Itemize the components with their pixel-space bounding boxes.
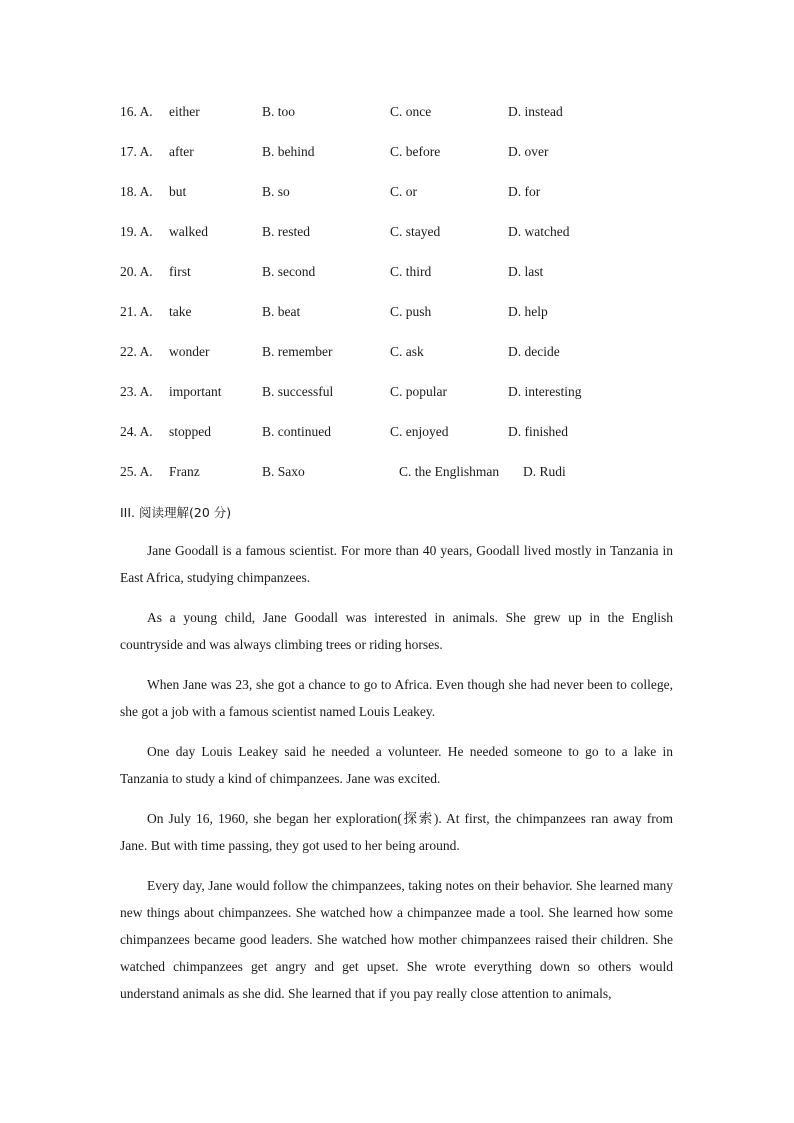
option-b: B. Saxo (262, 464, 305, 479)
question-row (120, 182, 680, 202)
option-a: take (169, 304, 192, 319)
option-c: C. enjoyed (390, 424, 449, 439)
question-number: 23. A. (120, 384, 153, 399)
question-row (120, 462, 680, 482)
question-number: 19. A. (120, 224, 153, 239)
question-number: 20. A. (120, 264, 153, 279)
option-a: important (169, 384, 222, 399)
option-c: C. once (390, 104, 432, 119)
option-d: D. Rudi (523, 464, 566, 479)
option-a: stopped (169, 424, 211, 439)
option-c: C. ask (390, 344, 424, 359)
question-number: 24. A. (120, 424, 153, 439)
option-c: C. third (390, 264, 432, 279)
option-b: B. second (262, 264, 316, 279)
reading-passage (120, 538, 673, 1021)
option-a: Franz (169, 464, 200, 479)
option-c: C. stayed (390, 224, 441, 239)
question-row (120, 142, 680, 162)
option-d: D. interesting (508, 384, 582, 399)
question-row (120, 302, 680, 322)
option-b: B. continued (262, 424, 331, 439)
option-d: D. decide (508, 344, 560, 359)
option-d: D. last (508, 264, 544, 279)
question-row (120, 102, 680, 122)
option-b: B. successful (262, 384, 334, 399)
question-row (120, 342, 680, 362)
question-number: 22. A. (120, 344, 153, 359)
question-number: 18. A. (120, 184, 153, 199)
passage-paragraph: On July 16, 1960, she began her exploration(探索). At first, the chimpanzees ran away from Jane. But with time passing, they got used to her being around. (120, 811, 673, 854)
option-b: B. rested (262, 224, 310, 239)
option-b: B. behind (262, 144, 315, 159)
passage-paragraph: Every day, Jane would follow the chimpanzees, taking notes on their behavior. She learned many new things about chimpanzees. She watched how a chimpanzee made a tool. She learned how some chimpanzees became good leaders. She watched how mother chimpanzees raised their children. She watched chimpanzees get angry and get upset. She wrote everything down so others would understand animals as she did. She learned that if you pay really close attention to animals, (120, 878, 673, 1001)
option-c: C. or (390, 184, 417, 199)
question-number: 16. A. (120, 104, 153, 119)
passage-paragraph: As a young child, Jane Goodall was interested in animals. She grew up in the English countryside and was always climbing trees or riding horses. (120, 610, 673, 652)
passage-paragraph: One day Louis Leakey said he needed a volunteer. He needed someone to go to a lake in Tanzania to study a kind of chimpanzees. Jane was excited. (120, 744, 673, 787)
option-c: C. the Englishman (399, 464, 500, 479)
option-b: B. beat (262, 304, 301, 319)
option-a: either (169, 104, 200, 119)
section-heading: III. 阅读理解(20 分) (120, 505, 232, 520)
passage-paragraph: When Jane was 23, she got a chance to go to Africa. Even though she had never been to college, she got a job with a famous scientist named Louis Leakey. (120, 677, 673, 719)
option-c: C. push (390, 304, 432, 319)
option-a: but (169, 184, 187, 199)
option-b: B. remember (262, 344, 333, 359)
question-number: 25. A. (120, 464, 153, 479)
option-d: D. help (508, 304, 548, 319)
question-row (120, 262, 680, 282)
question-number: 17. A. (120, 144, 153, 159)
question-row (120, 222, 680, 242)
option-d: D. watched (508, 224, 570, 239)
option-d: D. for (508, 184, 541, 199)
passage-paragraph: Jane Goodall is a famous scientist. For more than 40 years, Goodall lived mostly in Tanzania in East Africa, studying chimpanzees. (120, 543, 673, 585)
option-b: B. so (262, 184, 290, 199)
option-a: after (169, 144, 194, 159)
option-c: C. popular (390, 384, 447, 399)
question-row (120, 382, 680, 402)
option-a: wonder (169, 344, 210, 359)
option-d: D. over (508, 144, 549, 159)
option-d: D. instead (508, 104, 563, 119)
option-c: C. before (390, 144, 441, 159)
option-a: first (169, 264, 191, 279)
option-d: D. finished (508, 424, 568, 439)
option-b: B. too (262, 104, 296, 119)
option-a: walked (169, 224, 208, 239)
question-row (120, 422, 680, 442)
question-number: 21. A. (120, 304, 153, 319)
